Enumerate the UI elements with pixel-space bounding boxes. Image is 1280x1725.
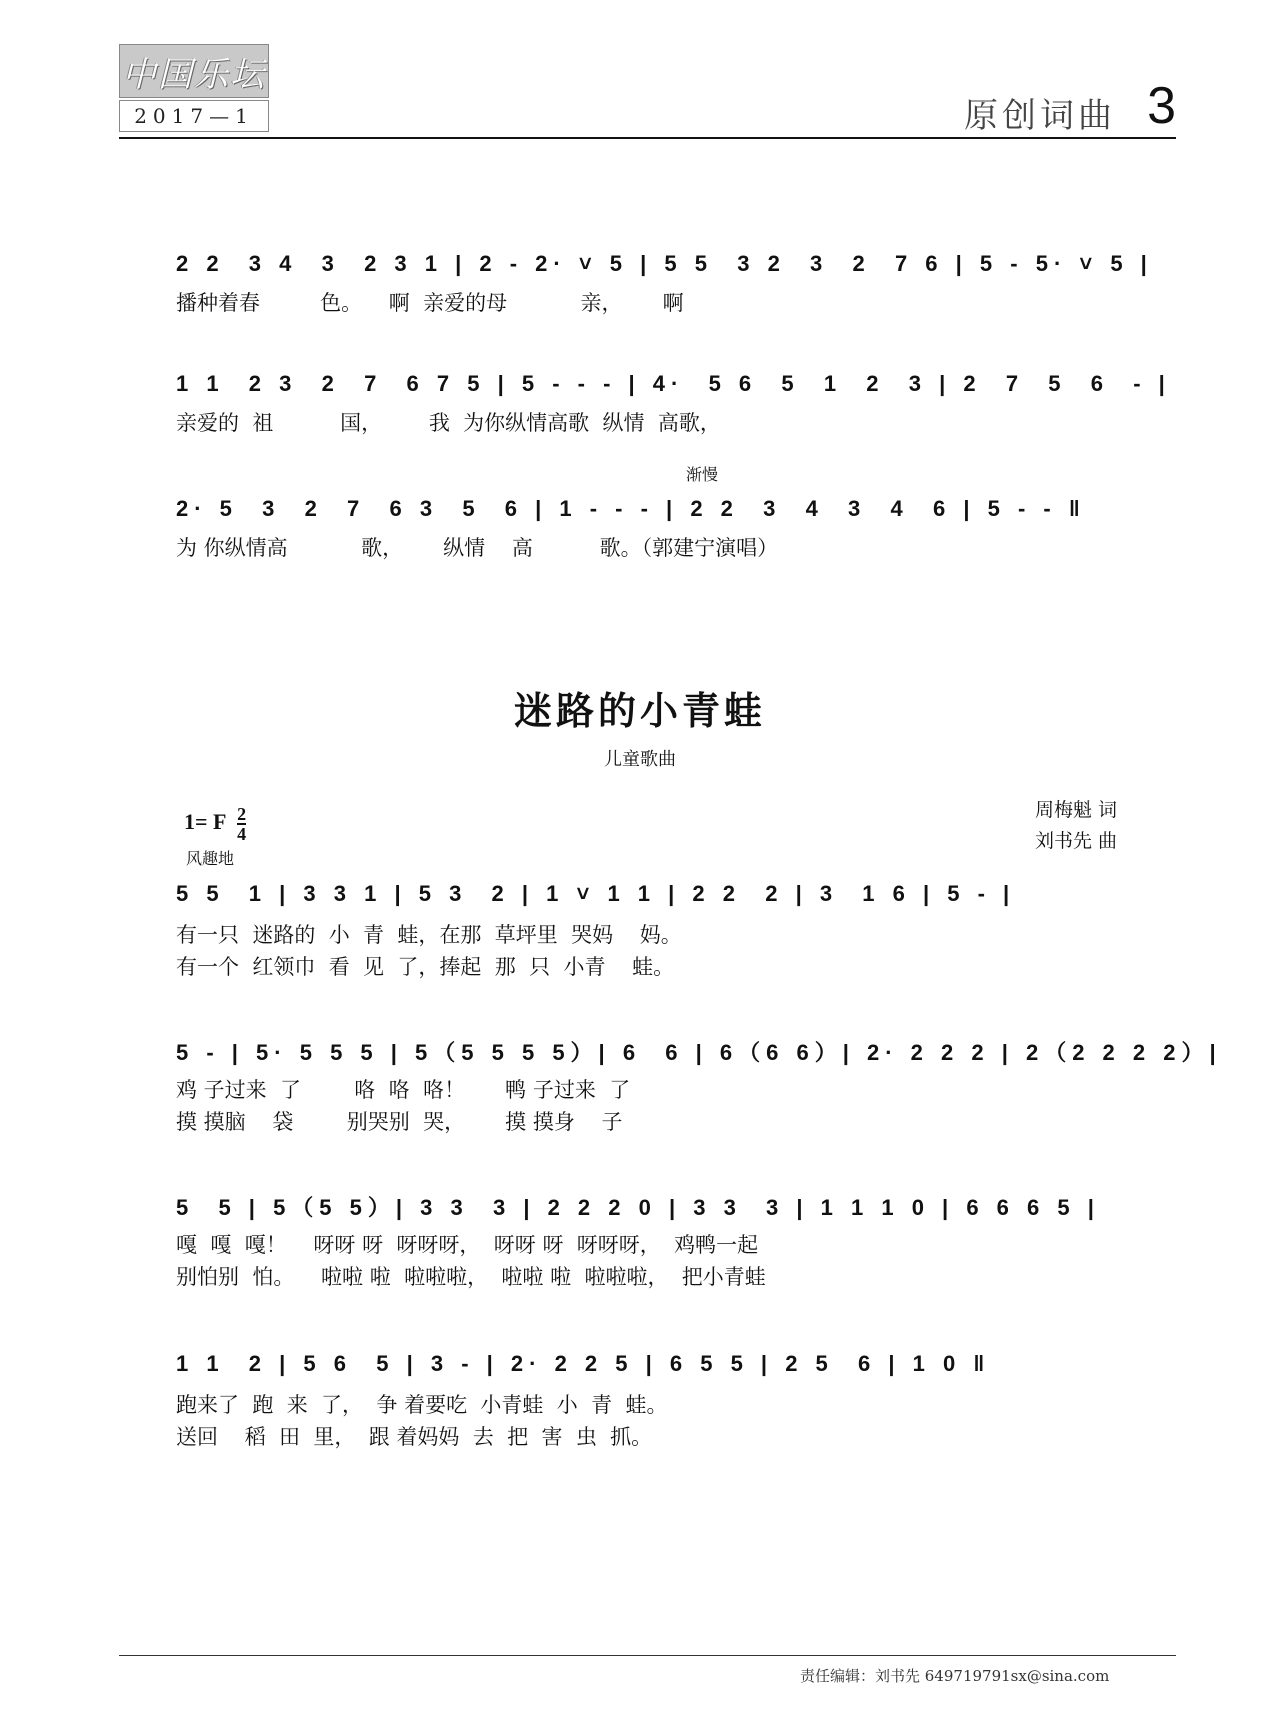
tempo-mark-ritardando: 渐慢 — [686, 465, 719, 484]
lyrics-verse-2: 送回 稻 田 里， 跟 着妈妈 去 把 害 虫 抓。 — [176, 1425, 653, 1449]
notation: 5 5 1 | 3 3 1 | 5 3 2 | 1 ˅ 1 1 | 2 2 2 | 3 1 6 | 5 - | — [176, 881, 1016, 906]
lyrics-verse-2: 有一个 红领巾 看 见 了，捧起 那 只 小青 蛙。 — [176, 955, 675, 979]
notation: 2 2 3 4 3 2 3 1 | 2 - 2· ˅ 5 | 5 5 3 2 3 2 7 6 | 5 - 5· ˅ 5 | — [176, 251, 1153, 276]
lyrics-verse-2: 别怕别 怕。 啦啦 啦 啦啦啦， 啦啦 啦 啦啦啦， 把小青蛙 — [176, 1265, 766, 1289]
notation: 5 5 | 5（5 5）| 3 3 3 | 2 2 2 0 | 3 3 3 | 1 1 1 0 | 6 6 6 5 | — [176, 1195, 1100, 1220]
lyrics: 播种着春 色。 啊 亲爱的母 亲， 啊 — [176, 291, 684, 315]
lyrics-verse-1: 嘎 嘎 嘎！ 呀呀 呀 呀呀呀， 呀呀 呀 呀呀呀， 鸡鸭一起 — [176, 1233, 759, 1257]
song-title: 迷路的小青蛙 — [513, 688, 766, 733]
song-subtitle: 儿童歌曲 — [604, 749, 676, 770]
lyrics-verse-1: 跑来了 跑 来 了， 争 着要吃 小青蛙 小 青 蛙。 — [176, 1393, 668, 1417]
time-signature-bottom: 4 — [237, 824, 247, 844]
magazine-logo-text: 中国乐坛 — [122, 54, 266, 95]
notation: 1 1 2 | 5 6 5 | 3 - | 2· 2 2 5 | 6 5 5 | 2 5 6 | 1 0 ‖ — [176, 1351, 991, 1376]
lyrics-verse-1: 有一只 迷路的 小 青 蛙，在那 草坪里 哭妈 妈。 — [176, 923, 682, 947]
lyricist-credit: 周梅魁 词 — [1034, 799, 1117, 821]
lyrics-verse-1: 鸡 子过来 了 咯 咯 咯！ 鸭 子过来 了 — [176, 1078, 631, 1102]
page-number: 3 — [1147, 77, 1176, 135]
section-title: 原创词曲 — [964, 96, 1116, 136]
notation: 1 1 2 3 2 7 6 7 5 | 5 - - - | 4· 5 6 5 1 2 3 | 2 7 5 6 - | — [176, 371, 1171, 396]
lyrics: 为 你纵情高 歌， 纵情 高 歌。（郭建宁演唱） — [176, 536, 779, 560]
lyrics-verse-2: 摸 摸脑 袋 别哭别 哭， 摸 摸身 子 — [176, 1110, 623, 1134]
notation: 2· 5 3 2 7 6 3 5 6 | 1 - - - | 2 2 3 4 3 4 6 | 5 - - ‖ — [176, 496, 1086, 521]
header-divider — [119, 137, 1176, 139]
key-label: 1= F — [184, 809, 226, 835]
notation: 5 - | 5· 5 5 5 | 5（5 5 5 5）| 6 6 | 6（6 6）| 2· 2 2 2 | 2（2 2 2 2）| — [176, 1040, 1222, 1065]
time-signature — [237, 805, 246, 843]
lyrics: 亲爱的 祖 国， 我 为你纵情高歌 纵情 高歌， — [176, 411, 721, 435]
footer-divider — [119, 1655, 1176, 1656]
magazine-logo — [119, 44, 269, 98]
composer-credit: 刘书先 曲 — [1034, 830, 1117, 852]
issue-number: 2017—1 — [119, 100, 269, 132]
tempo-marking: 风趣地 — [186, 849, 235, 868]
key-signature — [184, 805, 246, 843]
editor-credit: 责任编辑：刘书先 649719791sx@sina.com — [800, 1667, 1110, 1685]
time-signature-top: 2 — [237, 804, 247, 824]
